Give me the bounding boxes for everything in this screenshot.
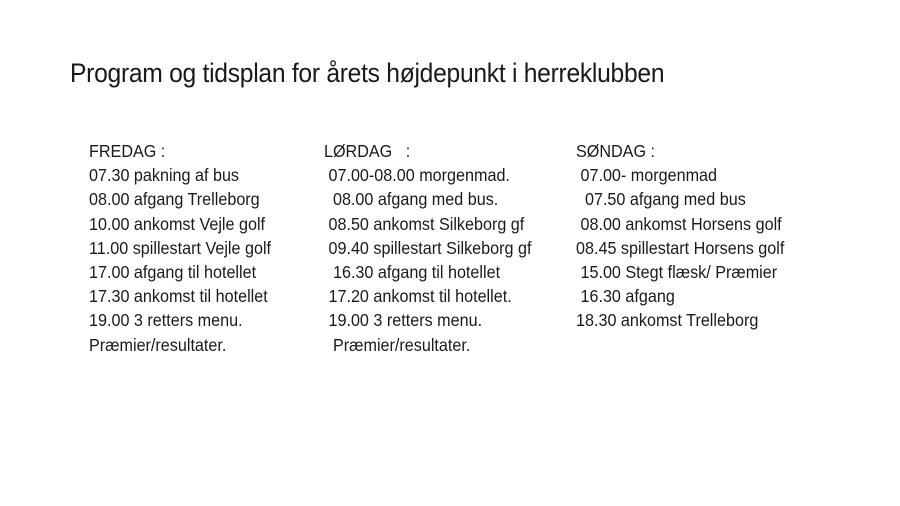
sunday-item: 18.30 ankomst Trelleborg (576, 310, 759, 331)
saturday-column (324, 139, 545, 357)
sunday-header: SØNDAG : (576, 141, 656, 161)
friday-item: 11.00 spillestart Vejle golf (89, 237, 272, 258)
slide-title: Program og tidsplan for årets højdepunkt i herreklubben (70, 58, 665, 88)
sunday-column (576, 139, 798, 333)
friday-item: 07.30 pakning af bus (89, 165, 240, 186)
friday-header: FREDAG : (89, 141, 166, 161)
sunday-item: 15.00 Stegt flæsk/ Præmier (576, 261, 778, 282)
saturday-header: LØRDAG : (324, 141, 411, 161)
friday-item: 17.30 ankomst til hotellet (89, 286, 268, 307)
saturday-item: Præmier/resultater. (324, 334, 471, 355)
sunday-item: 16.30 afgang (576, 286, 675, 307)
saturday-item: 19.00 3 retters menu. (324, 310, 483, 331)
friday-item: 19.00 3 retters menu. (89, 310, 243, 331)
friday-item: 17.00 afgang til hotellet (89, 261, 257, 282)
friday-item: 10.00 ankomst Vejle golf (89, 213, 266, 234)
saturday-item: 07.00-08.00 morgenmad. (324, 165, 510, 186)
saturday-item: 16.30 afgang til hotellet (324, 261, 501, 282)
friday-column (89, 139, 283, 357)
saturday-item: 08.00 afgang med bus. (324, 189, 499, 210)
sunday-item: 08.00 ankomst Horsens golf (576, 213, 782, 234)
saturday-item: 09.40 spillestart Silkeborg gf (324, 237, 532, 258)
sunday-item: 08.45 spillestart Horsens golf (576, 237, 785, 258)
friday-item: Præmier/resultater. (89, 334, 227, 355)
sunday-item: 07.00- morgenmad (576, 165, 717, 186)
sunday-item: 07.50 afgang med bus (576, 189, 746, 210)
friday-item: 08.00 afgang Trelleborg (89, 189, 260, 210)
saturday-item: 17.20 ankomst til hotellet. (324, 286, 512, 307)
saturday-item: 08.50 ankomst Silkeborg gf (324, 213, 525, 234)
